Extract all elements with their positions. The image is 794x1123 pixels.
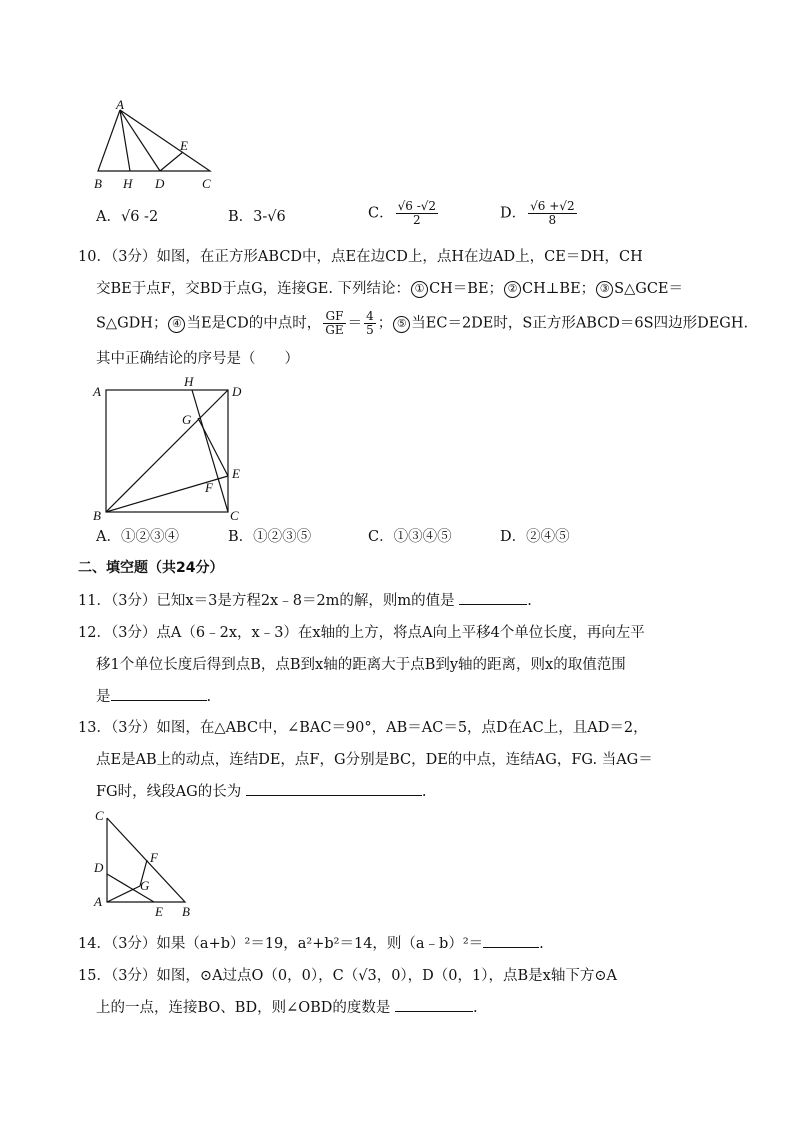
q10-option-b: B．①②③⑤ (228, 529, 312, 545)
q15-line-2 (96, 997, 478, 1019)
q9-option-c-num: √6 -√2 (397, 199, 437, 213)
q10-line-2 (96, 278, 683, 300)
fig10-label-a: A (93, 384, 101, 399)
fig10-label-f: F (205, 480, 213, 495)
q10-option-d: D．②④⑤ (500, 529, 570, 545)
fig13-label-c: C (95, 808, 104, 823)
q10-frac-num: GF (323, 310, 345, 324)
q9-option-b-text: 3-√6 (253, 209, 286, 225)
q9-option-b (228, 206, 286, 228)
q10-text-2: 交BE于点F，交BD于点G，连接GE. 下列结论： (96, 281, 411, 297)
q10-conclusion-1: CH＝BE； (429, 281, 504, 297)
q10-number: 10． (78, 249, 111, 265)
q14-answer-blank[interactable] (483, 933, 539, 948)
fig9-label-h: H (123, 176, 133, 191)
q11 (78, 590, 532, 612)
q10-semicolon: ； (377, 315, 393, 332)
q15-answer-blank[interactable] (395, 997, 473, 1012)
fig10-label-c: C (230, 508, 239, 523)
fig13-label-b: B (182, 904, 190, 918)
q9-option-a-text: √6 -2 (120, 209, 159, 225)
q10-text-1: 如图，在正方形ABCD中，点E在边CD上，点H在边AD上，CE＝DH，CH (156, 249, 643, 265)
triangle-figure-q9 (90, 98, 220, 193)
q9-option-d-fraction (528, 200, 576, 227)
circled-3-icon: ③ (596, 281, 613, 298)
q10-text-4: 其中正确结论的序号是（ ） (96, 351, 299, 367)
fig13-label-e: E (155, 904, 163, 918)
fig13-label-d: D (94, 860, 104, 875)
fig13-label-a: A (94, 894, 102, 909)
q9-options (96, 206, 158, 228)
triangle-figure-q13 (90, 806, 200, 918)
circled-1-icon: ① (411, 281, 428, 298)
q10-frac2-den: 5 (366, 323, 374, 337)
q10-line-4 (96, 348, 299, 370)
q11-period: . (527, 593, 532, 609)
q13-answer-blank[interactable] (246, 781, 422, 796)
circled-4-icon: ④ (168, 316, 185, 333)
q10-option-a: A．①②③④ (96, 529, 179, 545)
q12-line-2: 移1个单位长度后得到点B，点B到x轴的距离大于点B到y轴的距离，则x的取值范围 (96, 657, 626, 673)
q15-text-2: 上的一点，连接BO、BD，则∠OBD的度数是 (96, 1000, 391, 1016)
q9-option-c (368, 200, 440, 227)
circled-5-icon: ⑤ (393, 316, 410, 333)
fig9-label-d: D (155, 176, 165, 191)
q10-score: （3分） (110, 249, 157, 265)
fig9-label-b: B (94, 176, 102, 191)
q11-text: 11．（3分）已知x＝3是方程2x﹣8＝2m的解，则m的值是 (78, 593, 455, 609)
fig10-label-b: B (93, 508, 101, 523)
fig9-label-a: A (116, 98, 124, 112)
q10-option-c: C．①③④⑤ (368, 529, 452, 545)
fig13-label-f: F (150, 850, 158, 865)
q10-frac-den: GE (325, 323, 344, 337)
q9-option-c-label: C． (368, 205, 394, 222)
section-title-fill-in: 二、填空题（共24分） (78, 560, 224, 576)
q10-conclusion-2: CH⊥BE； (522, 281, 596, 297)
q9-option-d (500, 200, 579, 227)
q9-option-b-label: B． (228, 209, 254, 225)
q9-option-c-fraction (396, 200, 438, 227)
fig10-label-e: E (232, 466, 240, 481)
q10-frac2-num: 4 (366, 309, 374, 323)
q13-line-2: 点E是AB上的动点，连结DE，点F，G分别是BC，DE的中点，连结AG，FG. 当AG＝ (96, 752, 653, 768)
q10-line-3 (96, 310, 748, 337)
q10-conclusion-4: 当E是CD的中点时， (186, 315, 322, 332)
q13-line-1: 13．（3分）如图，在△ABC中，∠BAC＝90°，AB＝AC＝5，点D在AC上，且AD＝2， (78, 720, 648, 736)
q13-text-3: FG时，线段AG的长为 (96, 784, 242, 800)
q9-option-d-den: 8 (548, 213, 557, 227)
q15-line-1: 15．（3分）如图，⊙A过点O（0，0），C（√3，0），D（0，1），点B是x轴下方⊙A (78, 968, 617, 984)
q9-option-a-label: A． (96, 209, 121, 225)
q14 (78, 933, 544, 955)
q11-answer-blank[interactable] (459, 590, 527, 605)
q14-text: 14．（3分）如果（a+b）²＝19，a²+b²＝14，则（a﹣b）²＝ (78, 936, 484, 952)
q12-line-3 (96, 686, 211, 708)
q10-conclusion-5: 当EC＝2DE时，S正方形ABCD＝6S四边形DEGH. (411, 315, 749, 332)
fig10-label-h: H (184, 374, 194, 389)
fig9-label-e: E (180, 138, 188, 153)
fig10-label-g: G (182, 412, 192, 427)
q14-period: . (539, 936, 544, 952)
q13-period: . (421, 784, 427, 800)
fig10-label-d: D (232, 384, 242, 399)
q15-period: . (473, 1000, 478, 1016)
fig9-label-c: C (202, 176, 211, 191)
q10-conclusion-3: S△GCE＝ (614, 281, 684, 297)
square-figure-q10 (90, 374, 250, 524)
q12-period: . (206, 689, 212, 705)
q12-line-1: 12．（3分）点A（6﹣2x，x﹣3）在x轴的上方，将点A向上平移4个单位长度，再向左平 (78, 625, 645, 641)
q10-fraction-gf-ge (323, 310, 345, 337)
q13-line-3 (96, 781, 426, 803)
q10-fraction-4-5 (364, 310, 376, 337)
q9-option-d-num: √6 +√2 (530, 199, 575, 213)
q12-text-3: 是 (96, 689, 111, 705)
circled-2-icon: ② (504, 281, 521, 298)
q9-option-d-label: D． (500, 205, 527, 222)
q10-line-1 (78, 246, 643, 268)
q9-option-c-den: 2 (413, 213, 421, 227)
q10-text-3: S△GDH； (96, 315, 168, 332)
q12-answer-blank[interactable] (111, 686, 207, 701)
q10-equals: ＝ (347, 315, 363, 332)
fig13-label-g: G (140, 878, 150, 893)
